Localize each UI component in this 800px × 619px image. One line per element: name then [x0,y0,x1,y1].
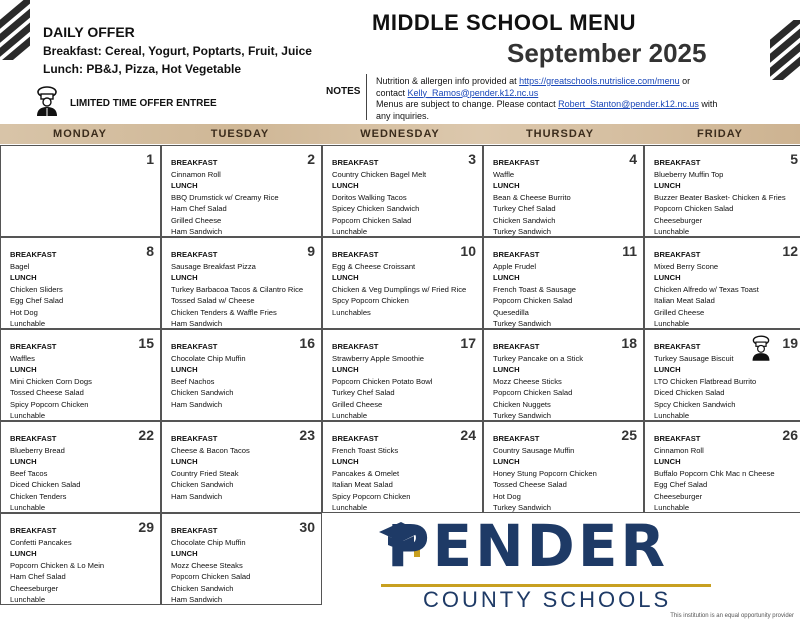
breakfast-item: Egg & Cheese Croissant [332,261,416,271]
lunch-item: Grilled Cheese [171,215,222,225]
day-cell [161,513,322,605]
lunch-item: Lunchables [332,307,371,317]
lunch-item: Tossed Cheese Salad [493,480,567,489]
lunch-heading: LUNCH [332,181,359,190]
day-number: 18 [621,335,637,351]
lunch-item: Quesedilla [493,307,529,317]
lunch-item: Ham Sandwich [171,319,223,328]
lunch-heading: LUNCH [10,549,37,558]
breakfast-item: Cinnamon Roll [171,169,221,179]
lunch-item: Grilled Cheese [654,307,705,317]
day-cell [161,145,322,237]
lunch-heading: LUNCH [10,457,37,466]
day-cell [161,421,322,513]
breakfast-heading: BREAKFAST [493,434,540,443]
page-title: MIDDLE SCHOOL MENU [372,10,637,35]
nutrislice-link[interactable]: https://greatschools.nutrislice.com/menu [519,76,680,86]
lunch-item: Country Fried Steak [171,468,239,478]
menu-items [654,341,756,422]
day-number: 8 [146,243,154,259]
lunch-item: Lunchable [654,319,690,328]
lunch-item: Turkey Chef Salad [493,204,556,213]
lunch-item: Popcorn Chicken Salad [493,388,573,397]
district-logo [361,514,800,617]
lunch-item: Popcorn Chicken Salad [654,204,734,213]
day-number: 22 [138,427,154,443]
day-number: 12 [782,243,798,259]
breakfast-heading: BREAKFAST [10,434,57,443]
day-number: 16 [299,335,315,351]
lunch-item: Hot Dog [493,491,521,501]
limited-time-offer-label: LIMITED TIME OFFER ENTREE [70,98,217,109]
breakfast-item: Bagel [10,261,30,271]
day-cell [483,329,644,421]
lunch-heading: LUNCH [171,181,198,190]
lunch-item: Spicey Chicken Sandwich [332,204,420,213]
breakfast-item: Waffles [10,353,35,363]
lunch-item: Mozz Cheese Steaks [171,560,243,570]
lunch-item: Cheeseburger [654,491,703,501]
lunch-item: Popcorn Chicken Salad [171,572,251,581]
lunch-heading: LUNCH [654,273,681,282]
lunch-item: Turkey Sandwich [493,411,551,420]
lunch-item: Chicken Nuggets [493,399,551,409]
equal-opportunity-note: This institution is an equal opportunity provider [670,613,794,619]
lunch-item: Chicken Alfredo w/ Texas Toast [654,284,759,294]
lunch-heading: LUNCH [171,365,198,374]
lunch-item: Diced Chicken Salad [654,388,725,397]
lunch-heading: LUNCH [171,273,198,282]
breakfast-item: Confetti Pancakes [10,537,72,547]
lunch-item: Lunchable [654,411,690,420]
breakfast-heading: BREAKFAST [332,342,379,351]
lunch-item: Chicken Sandwich [171,480,234,489]
weekday-header [0,124,800,144]
breakfast-heading: BREAKFAST [654,342,701,351]
lunch-item: Egg Chef Salad [654,480,708,489]
breakfast-heading: BREAKFAST [493,158,540,167]
lunch-item: Chicken Sandwich [493,215,556,225]
day-monday: MONDAY [53,128,107,140]
day-number: 29 [138,519,154,535]
lunch-item: Turkey Barbacoa Tacos & Cilantro Rice [171,284,304,294]
day-tuesday: TUESDAY [210,128,270,140]
notes-text [376,76,776,122]
notes-line-1: Nutrition & allergen info provided at [376,76,520,86]
day-number: 26 [782,427,798,443]
day-cell [322,145,483,237]
breakfast-item: Strawberry Apple Smoothie [332,353,425,363]
lunch-item: Doritos Walking Tacos [332,192,407,202]
lunch-item: Popcorn Chicken & Lo Mein [10,560,105,570]
lunch-item: Ham Sandwich [171,491,223,501]
kelly-email-link[interactable]: Kelly_Ramos@pender.k12.nc.us [407,87,539,98]
lunch-item: Lunchable [332,503,368,512]
lunch-item: BBQ Drumstick w/ Creamy Rice [171,192,279,202]
lunch-item: Egg Chef Salad [10,296,64,305]
lunch-item: Chicken Tenders & Waffle Fries [171,307,277,317]
lunch-item: Lunchable [332,227,368,236]
lunch-item: Honey Stung Popcorn Chicken [493,468,597,478]
chef-icon [34,86,60,116]
day-wednesday: WEDNESDAY [360,128,440,140]
chef-icon [750,334,772,362]
lunch-item: Italian Meat Salad [654,296,715,305]
breakfast-item: Country Sausage Muffin [493,445,575,455]
lunch-heading: LUNCH [493,457,520,466]
daily-offer-breakfast: Breakfast: Cereal, Yogurt, Poptarts, Fruit, Juice [43,44,312,58]
day-number: 4 [629,151,637,167]
lunch-item: Turkey Sandwich [493,503,551,512]
lunch-item: Ham Chef Salad [171,204,227,213]
day-number: 10 [460,243,476,259]
day-cell [644,145,800,237]
menu-items [332,157,426,238]
menu-items [10,525,104,606]
lunch-item: Grilled Cheese [332,399,383,409]
lunch-heading: LUNCH [332,365,359,374]
corner-stripes-right [770,20,800,80]
breakfast-item: Sausage Breakfast Pizza [171,261,256,271]
breakfast-heading: BREAKFAST [171,434,218,443]
menu-items [493,249,576,330]
lunch-item: Lunchable [654,227,690,236]
lunch-item: Mozz Cheese Sticks [493,376,562,386]
day-cell [644,329,800,421]
lunch-item: Popcorn Chicken Salad [332,215,412,225]
day-cell [161,237,322,329]
day-cell [483,145,644,237]
breakfast-item: Blueberry Muffin Top [654,169,724,179]
notes-label: NOTES [326,86,361,97]
logo-pender: PENDER [387,512,669,580]
lunch-item: Lunchable [332,411,368,420]
breakfast-item: Chocolate Chip Muffin [171,353,246,363]
daily-offer-title: DAILY OFFER [43,24,135,40]
lunch-item: Hot Dog [10,307,38,317]
breakfast-heading: BREAKFAST [654,250,701,259]
lunch-item: Ham Sandwich [171,227,223,236]
lunch-item: Lunchable [654,503,690,512]
day-cell [0,329,161,421]
lunch-heading: LUNCH [332,457,359,466]
breakfast-item: Mixed Berry Scone [654,261,719,271]
breakfast-heading: BREAKFAST [10,342,57,351]
lunch-item: Buffalo Popcorn Chk Mac n Cheese [654,468,775,478]
breakfast-heading: BREAKFAST [10,250,57,259]
lunch-item: Lunchable [10,503,46,512]
day-friday: FRIDAY [697,128,743,140]
breakfast-heading: BREAKFAST [171,250,218,259]
day-number: 17 [460,335,476,351]
day-number: 15 [138,335,154,351]
menu-items [332,341,432,422]
menu-items [10,249,63,330]
lunch-item: Chicken Sandwich [171,583,234,593]
menu-items [10,341,92,422]
lunch-item: Beef Nachos [171,376,215,386]
day-cell [0,145,161,237]
notes-line-2: contact [376,87,408,98]
lunch-item: Turkey Sandwich [493,319,551,328]
breakfast-heading: BREAKFAST [654,434,701,443]
lunch-heading: LUNCH [171,549,198,558]
menu-items [654,433,775,514]
lunch-item: Bean & Cheese Burrito [493,192,571,202]
menu-items [171,157,279,238]
lunch-item: Popcorn Chicken Potato Bowl [332,376,433,386]
menu-items [171,249,303,330]
lunch-item: Chicken Sliders [10,284,63,294]
breakfast-item: Chocolate Chip Muffin [171,537,246,547]
breakfast-heading: BREAKFAST [171,158,218,167]
month-title: September 2025 [507,38,707,68]
day-cell [322,237,483,329]
day-cell [483,237,644,329]
lunch-item: Lunchable [10,411,46,420]
lunch-heading: LUNCH [654,181,681,190]
day-number: 11 [622,243,637,259]
day-thursday: THURSDAY [525,128,595,140]
day-number: 1 [146,151,154,167]
day-cell [322,329,483,421]
lunch-item: Spcy Chicken Sandwich [654,399,736,409]
menu-items [493,433,597,514]
lunch-item: Spicy Popcorn Chicken [10,399,89,409]
lunch-item: Ham Sandwich [171,399,223,409]
breakfast-heading: BREAKFAST [171,342,218,351]
menu-items [332,433,411,514]
breakfast-heading: BREAKFAST [332,250,379,259]
lunch-item: Lunchable [10,595,46,604]
breakfast-heading: BREAKFAST [493,342,540,351]
lunch-heading: LUNCH [10,365,37,374]
day-number: 24 [460,427,476,443]
breakfast-item: Turkey Sausage Biscuit [654,353,734,363]
day-cell [644,237,800,329]
lunch-item: Mini Chicken Corn Dogs [10,376,92,386]
lunch-item: Lunchable [10,319,46,328]
lunch-item: Ham Sandwich [171,595,223,604]
breakfast-heading: BREAKFAST [332,158,379,167]
lunch-item: Tossed Cheese Salad [10,388,84,397]
lunch-item: Spicy Popcorn Chicken [332,491,411,501]
menu-items [493,157,571,238]
lunch-item: Turkey Chef Salad [332,388,395,397]
notes-line-3: Menus are subject to change. Please contact [376,99,559,109]
breakfast-item: Apple Frudel [493,261,537,271]
lunch-item: Ham Chef Salad [10,572,66,581]
menu-items [10,433,81,514]
breakfast-item: Waffle [493,169,515,179]
lunch-item: Turkey Sandwich [493,227,551,236]
lunch-item: Diced Chicken Salad [10,480,81,489]
lunch-item: Tossed Salad w/ Cheese [171,296,255,305]
lunch-heading: LUNCH [654,365,681,374]
lunch-heading: LUNCH [493,273,520,282]
menu-items [171,433,250,502]
lunch-heading: LUNCH [171,457,198,466]
day-number: 5 [790,151,798,167]
day-number: 25 [621,427,637,443]
lunch-item: LTO Chicken Flatbread Burrito [654,376,757,386]
day-cell [483,421,644,513]
breakfast-item: Turkey Pancake on a Stick [493,353,584,363]
breakfast-item: Country Chicken Bagel Melt [332,169,427,179]
lunch-item: Buzzer Beater Basket- Chicken & Fries [654,192,786,202]
lunch-item: French Toast & Sausage [493,284,577,294]
menu-items [171,341,246,410]
day-cell [0,237,161,329]
menu-items [332,249,466,318]
lunch-item: Spcy Popcorn Chicken [332,296,409,305]
notes-line-3b: with [698,99,718,109]
lunch-item: Chicken & Veg Dumplings w/ Fried Rice [332,284,467,294]
breakfast-item: Cinnamon Roll [654,445,704,455]
lunch-heading: LUNCH [332,273,359,282]
breakfast-item: French Toast Sticks [332,445,399,455]
logo-county-schools: COUNTY SCHOOLS [423,587,672,612]
breakfast-heading: BREAKFAST [332,434,379,443]
breakfast-heading: BREAKFAST [171,526,218,535]
lunch-heading: LUNCH [493,181,520,190]
lunch-item: Pancakes & Omelet [332,468,400,478]
day-number: 30 [299,519,315,535]
breakfast-item: Cheese & Bacon Tacos [171,445,250,455]
menu-items [493,341,583,422]
day-number: 9 [307,243,315,259]
menu-items [654,157,786,238]
lunch-heading: LUNCH [493,365,520,374]
lunch-item: Chicken Tenders [10,491,67,501]
lunch-item: Popcorn Chicken Salad [493,296,573,305]
robert-email-link[interactable]: Robert_Stanton@pender.k12.nc.us [558,99,699,109]
notes-line-4: any inquiries. [376,110,430,121]
day-number: 3 [468,151,476,167]
day-cell [0,513,161,605]
corner-stripes-left [0,0,30,60]
lunch-item: Chicken Sandwich [171,388,234,397]
day-cell [161,329,322,421]
breakfast-heading: BREAKFAST [654,158,701,167]
lunch-item: Cheeseburger [654,215,703,225]
lunch-heading: LUNCH [10,273,37,282]
notes-line-1b: or [679,76,691,86]
lunch-heading: LUNCH [654,457,681,466]
breakfast-heading: BREAKFAST [10,526,57,535]
day-number: 19 [782,335,798,351]
breakfast-item: Blueberry Bread [10,445,65,455]
lunch-item: Beef Tacos [10,468,48,478]
breakfast-heading: BREAKFAST [493,250,540,259]
daily-offer-lunch: Lunch: PB&J, Pizza, Hot Vegetable [43,62,242,76]
menu-items [654,249,759,330]
day-cell [322,421,483,513]
lunch-item: Cheeseburger [10,583,59,593]
menu-items [171,525,250,606]
day-number: 2 [307,151,315,167]
day-cell [644,421,800,513]
lunch-item: Italian Meat Salad [332,480,393,489]
day-number: 23 [299,427,315,443]
day-cell [0,421,161,513]
notes-divider [366,74,367,120]
